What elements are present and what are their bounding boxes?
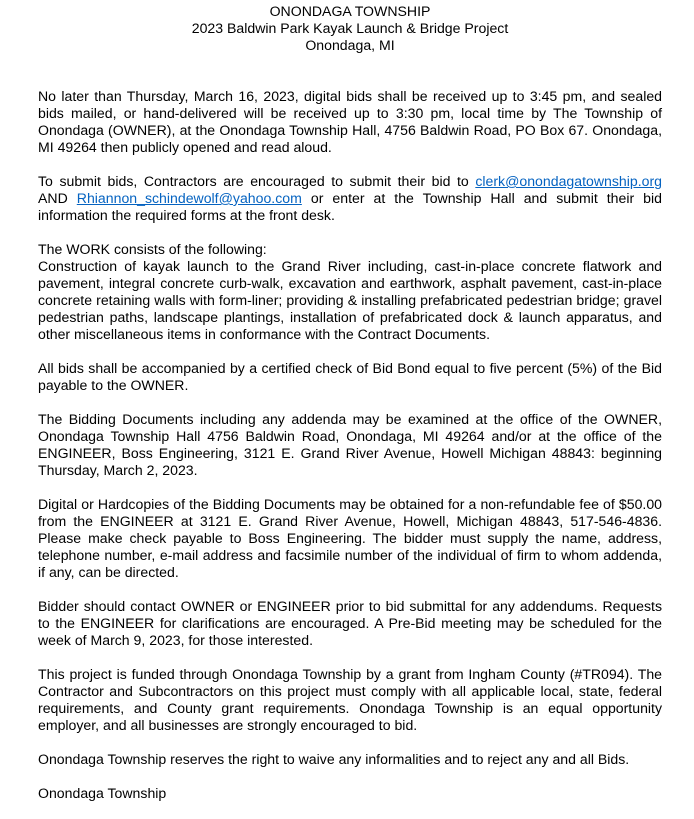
funding-paragraph: This project is funded through Onondaga Township by a grant from Ingham County (#TR094). The Contractor and Subcontractors on this project must comply with all applicable local, state, federal requirements, and County grant requirements. Onondaga Township is an equal opportunity employer, and all businesses are strongly encouraged to bid.: [38, 666, 662, 733]
submission-text-end: or enter at the Township Hall and submit their bid information the required forms at the front desk.: [38, 190, 662, 223]
contact-paragraph: Bidder should contact OWNER or ENGINEER prior to bid submittal for any addendums. Requests to the ENGINEER for clarifications are encouraged. A Pre-Bid meeting may be scheduled for the week of March 9, 2023, for those interested.: [38, 598, 662, 648]
bid-deadline-paragraph: No later than Thursday, March 16, 2023, digital bids shall be received up to 3:45 pm, and sealed bids mailed, or hand-delivered will be received up to 3:30 pm, local time by The Township of Onondaga (OWNER), at the Onondaga Township Hall, 4756 Baldwin Road, PO Box 67. Onondaga, MI 49264 then publicly opened and read aloud.: [38, 88, 662, 155]
work-description: Construction of kayak launch to the Grand River including, cast-in-place concrete flatwork and pavement, integral concrete curb-walk, excavation and earthwork, asphalt pavement, cast-in-place concrete retaining walls with form-liner; providing & installing prefabricated pedestrian bridge; gravel pedestrian paths, landscape plantings, installation of prefabricated dock & launch apparatus, and other miscellaneous items in conformance with the Contract Documents.: [38, 258, 662, 342]
submission-paragraph: [38, 173, 662, 224]
bid-bond-paragraph: All bids shall be accompanied by a certified check of Bid Bond equal to five percent (5%) of the Bid payable to the OWNER.: [38, 360, 662, 393]
signature: Onondaga Township: [38, 785, 167, 801]
clerk-email-link[interactable]: clerk@onondagatownship.org: [475, 173, 662, 189]
header-title: ONONDAGA TOWNSHIP: [269, 3, 431, 19]
document-page: [38, 3, 662, 819]
work-section: [38, 241, 662, 343]
submission-text-start: To submit bids, Contractors are encouraged to submit their bid to: [38, 173, 476, 189]
submission-text-and: AND: [38, 190, 77, 206]
rhiannon-email-link[interactable]: Rhiannon_schindewolf@yahoo.com: [76, 190, 302, 206]
document-copies-paragraph: Digital or Hardcopies of the Bidding Documents may be obtained for a non-refundable fee of $50.00 from the ENGINEER at 3121 E. Grand River Avenue, Howell, Michigan 48843, 517-546-4836. Please make check payable to Boss Engineering. The bidder must supply the name, address, telephone number, e-mail address and facsimile number of the individual of firm to whom addenda, if any, can be directed.: [38, 496, 662, 580]
header-location: Onondaga, MI: [305, 37, 395, 53]
document-header: [38, 3, 662, 54]
header-project-name: 2023 Baldwin Park Kayak Launch & Bridge Project: [191, 20, 509, 36]
header-spacer: [38, 54, 662, 88]
work-heading: The WORK consists of the following:: [38, 241, 267, 257]
reservation-paragraph: Onondaga Township reserves the right to waive any informalities and to reject any and all Bids.: [38, 751, 630, 767]
bidding-documents-paragraph: The Bidding Documents including any addenda may be examined at the office of the OWNER, Onondaga Township Hall 4756 Baldwin Road, Onondaga, MI 49264 and/or at the office of the ENGINEER, Boss Engineering, 3121 E. Grand River Avenue, Howell Michigan 48843: beginning Thursday, March 2, 2023.: [38, 411, 662, 478]
